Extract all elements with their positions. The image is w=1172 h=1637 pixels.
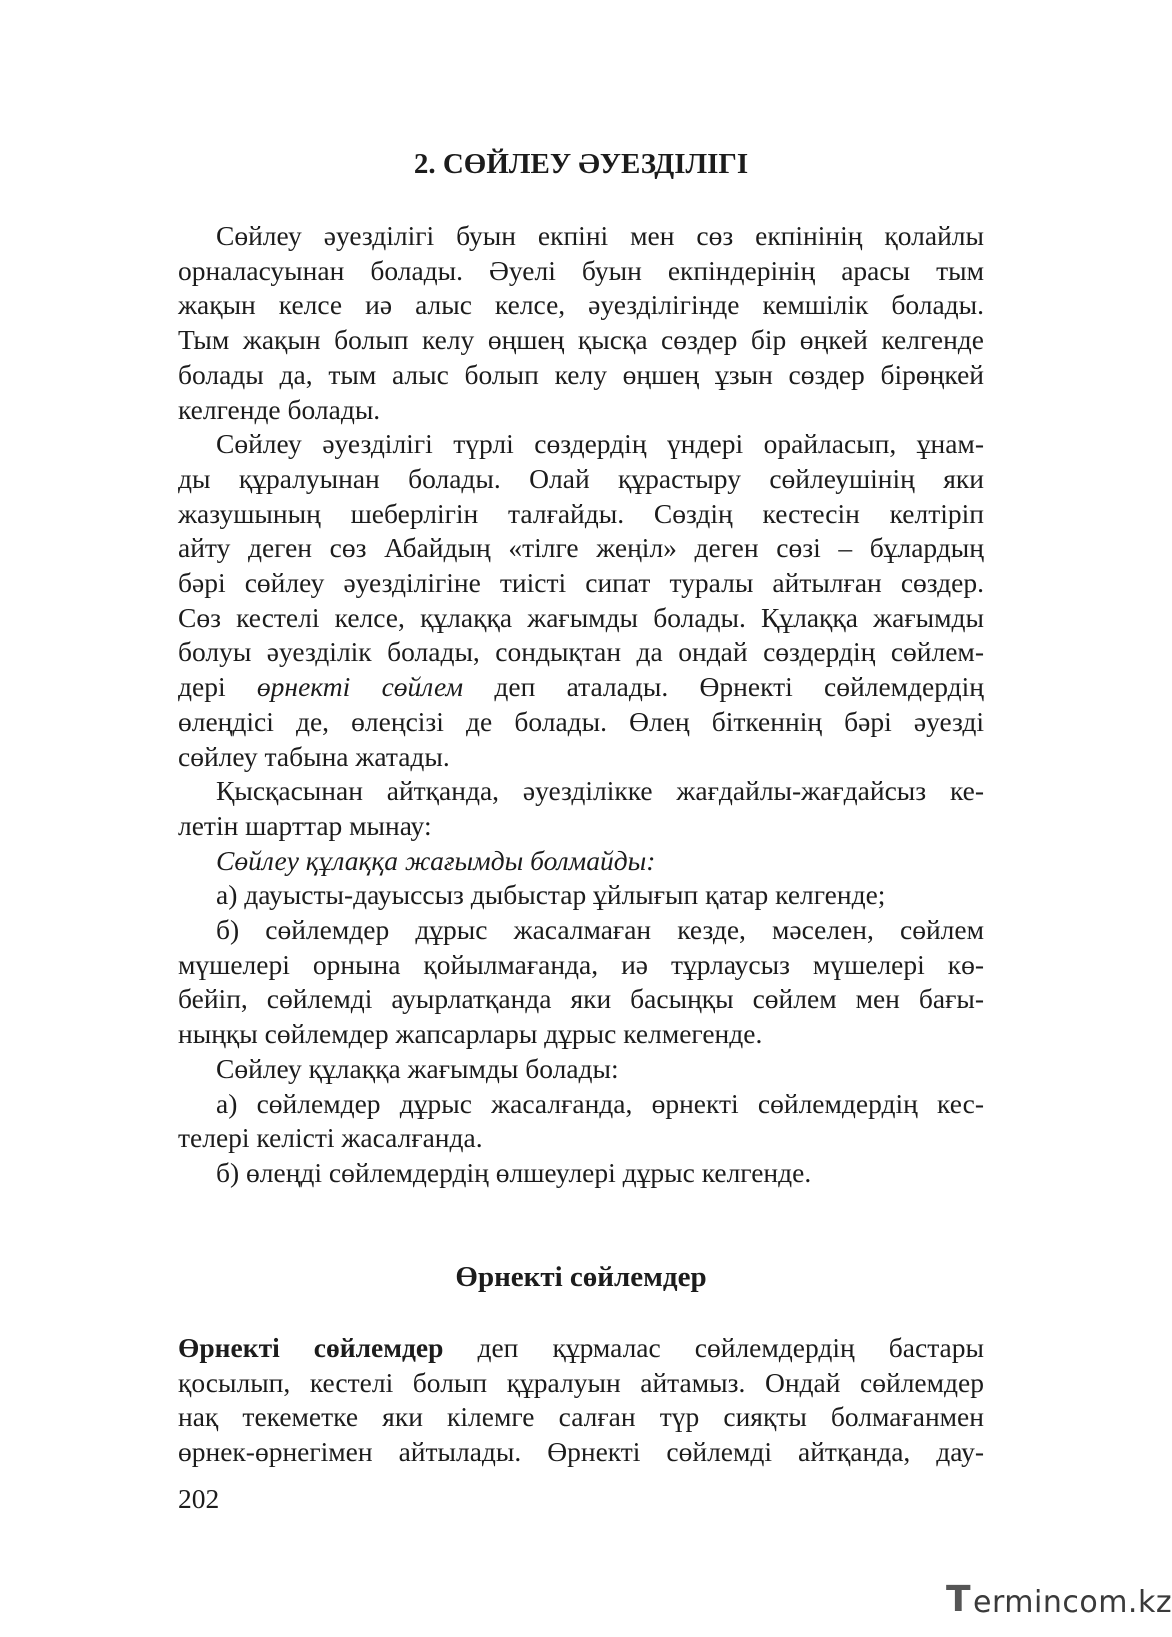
text-line: мүшелері орнына қойылмағанда, иә тұрлаусыз мүшелері кө- <box>178 948 984 980</box>
text-line: а) дауысты-дауыссыз дыбыстар ұйлығып қатар келгенде; <box>216 879 886 911</box>
text-line: а) сөйлемдер дұрыс жасалғанда, өрнекті сөйлемдердің кес- <box>216 1087 984 1119</box>
text-line: Өрнекті сөйлемдер деп құрмалас сөйлемдердің бастары <box>178 1332 984 1363</box>
text-line: Қысқасынан айтқанда, әуезділікке жағдайлы-жағдайсыз ке- <box>216 775 984 807</box>
watermark-logo-text: ermincom.kz <box>973 1585 1172 1620</box>
text-line: жақын келсе иә алыс келсе, әуезділігінде кемшілік болады. <box>178 289 984 321</box>
text-line: Сөз кестелі келсе, құлаққа жағымды болады. Құлаққа жағымды <box>178 601 984 633</box>
text-line: болады да, тым алыс болып келу өңшең ұзын сөздер бірөңкей <box>178 358 984 390</box>
section-body-2 <box>178 1331 984 1470</box>
watermark-logo-t: T <box>946 1579 972 1620</box>
text-line: Сөйлеу әуезділігі буын екпіні мен сөз екпінінің қолайлы <box>216 220 984 251</box>
magnifier-icon: o <box>1079 1585 1099 1620</box>
text-line: өлеңдісі де, өлеңсізі де болады. Өлең біткеннің бәрі әуезді <box>178 705 984 737</box>
text-line: қосылып, кестелі болып құралуын айтамыз. Ондай сөйлемдер <box>178 1366 984 1398</box>
section-heading: 2. СӨЙЛЕУ ӘУЕЗДІЛІГІ <box>413 148 749 180</box>
text-line: летін шарттар мынау: <box>178 809 432 841</box>
text-line: телері келісті жасалғанда. <box>178 1122 483 1154</box>
text-line: б) өлеңді сөйлемдердің өлшеулері дұрыс келгенде. <box>216 1156 812 1188</box>
text-line: жазушының шеберлігін талғайды. Сөздің кестесін келтіріп <box>178 497 984 529</box>
text-line: ды құралуынан болады. Олай құрастыру сөйлеушінің яки <box>178 462 984 494</box>
text-line: бейіп, сөйлемді ауырлатқанда яки басыңқы сөйлем мен бағы- <box>178 983 984 1015</box>
page-number: 202 <box>178 1483 220 1514</box>
text-line: орналасуынан болады. Әуелі буын екпіндерінің арасы тым <box>178 254 984 286</box>
text-line: нақ текеметке яки кілемге салған түр сияқты болмағанмен <box>178 1401 984 1433</box>
text-line: Тым жақын болып келу өңшең қысқа сөздер бір өңкей келгенде <box>178 324 984 356</box>
text-line: дері өрнекті сөйлем деп аталады. Өрнекті сөйлемдердің <box>178 671 984 703</box>
subsection-heading: Өрнекті сөйлемдер <box>455 1261 707 1293</box>
watermark-logo <box>946 1579 1172 1623</box>
text-line: өрнек-өрнегімен айтылады. Өрнекті сөйлемді айтқанда, дау- <box>178 1436 984 1468</box>
text-line: келгенде болады. <box>178 393 381 425</box>
text-line: Сөйлеу құлаққа жағымды болады: <box>216 1052 619 1084</box>
text-line: ныңқы сөйлемдер жапсарлары дұрыс келмегенде. <box>178 1018 763 1050</box>
text-line: болуы әуезділік болады, сондықтан да ондай сөздердің сөйлем- <box>178 636 984 668</box>
text-line: б) сөйлемдер дұрыс жасалмаған кезде, мәселен, сөйлем <box>216 914 984 946</box>
section-body-1 <box>178 219 984 1191</box>
text-line: сөйлеу табына жатады. <box>178 740 450 772</box>
text-line: айту деген сөз Абайдың «тілге жеңіл» деген сөзі – бұлардың <box>178 532 984 564</box>
text-line: бәрі сөйлеу әуезділігіне тиісті сипат туралы айтылған сөздер. <box>178 567 984 599</box>
text-line: Сөйлеу құлаққа жағымды болмайды: <box>216 844 656 876</box>
text-line: Сөйлеу әуезділігі түрлі сөздердің үндері орайласып, ұнам- <box>216 428 984 460</box>
